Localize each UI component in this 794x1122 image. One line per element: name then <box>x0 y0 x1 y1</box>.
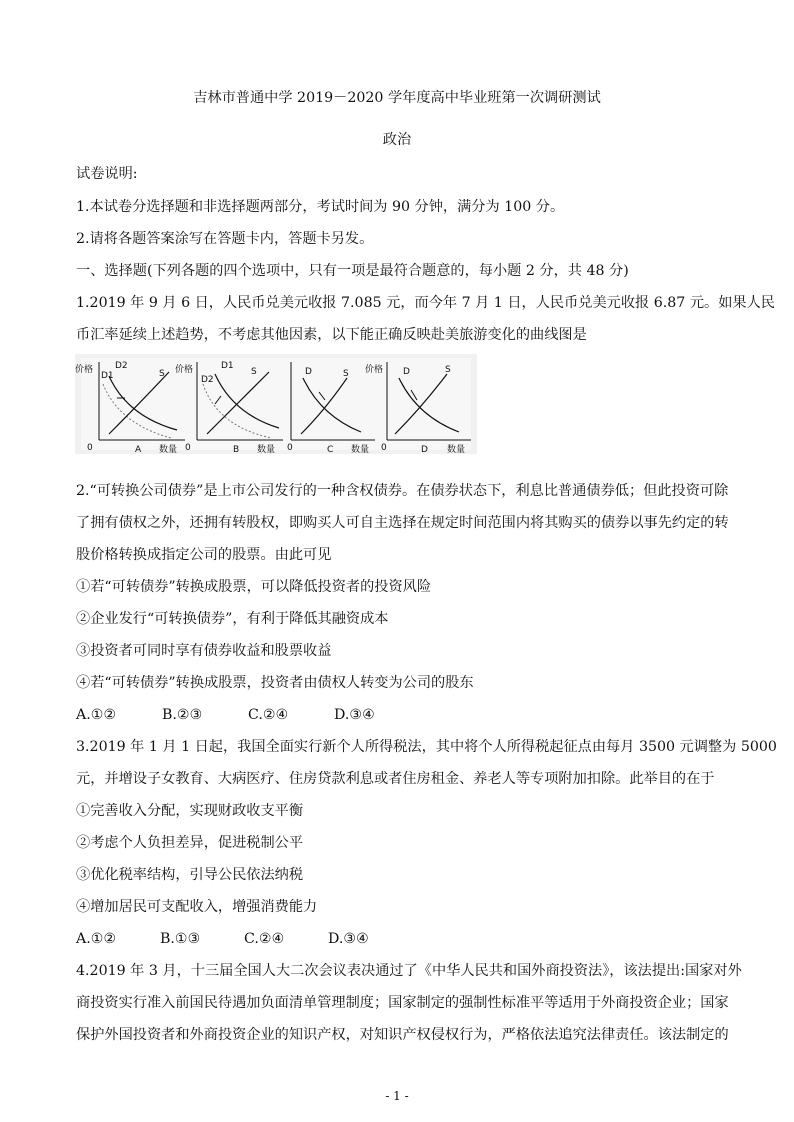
x-axis-label: 数量 <box>159 445 178 454</box>
question-3-statement: ②考虑个人负担差异，促进税制公平 <box>76 835 304 851</box>
curve-label: D2 <box>115 361 128 371</box>
curve-label: D1 <box>101 371 114 381</box>
question-2-options <box>76 705 375 725</box>
question-1-text: 1.2019 年 9 月 6 日，人民币兑美元收报 7.085 元，而今年 7 月 1 日，人民币兑美元收报 6.87 元。如果人民 <box>76 295 775 311</box>
question-2-text: 了拥有债权之外，还拥有转股权，即购买人可自主选择在规定时间范围内将其购买的债券以事先约定的转 <box>76 515 729 531</box>
question-2-text: 2.“可转换公司债券”是上市公司发行的一种含权债券。在债券状态下，利息比普通债券低；但此投资可除 <box>76 483 729 499</box>
option-d[interactable]: D.③④ <box>334 707 375 723</box>
panel-letter: B <box>233 445 240 454</box>
option-c[interactable]: C.②④ <box>248 707 289 723</box>
x-axis-label: 数量 <box>257 445 276 454</box>
panel-letter: D <box>421 445 428 454</box>
curve-label: S <box>159 369 165 379</box>
origin-label: 0 <box>381 443 387 453</box>
curve-label: S <box>445 365 451 375</box>
subject-title: 政治 <box>382 132 412 148</box>
curve-label: S <box>343 369 349 379</box>
question-4-text: 商投资实行准入前国民待遇加负面清单管理制度；国家制定的强制性标准平等适用于外商投资企业；国家 <box>76 995 729 1011</box>
exam-title: 吉林市普通中学 2019－2020 学年度高中毕业班第一次调研测试 <box>193 90 601 106</box>
option-d[interactable]: D.③④ <box>328 931 369 947</box>
question-2-statement: ①若“可转债券”转换成股票，可以降低投资者的投资风险 <box>76 579 432 595</box>
question-2-statement: ②企业发行“可转换债券”，有利于降低其融资成本 <box>76 611 389 627</box>
option-b[interactable]: B.②③ <box>162 707 203 723</box>
y-axis-label: 价格 <box>365 365 384 375</box>
curve-label: D2 <box>201 375 214 385</box>
option-c[interactable]: C.②④ <box>244 931 285 947</box>
curve-label: D1 <box>221 361 234 371</box>
curve-label: S <box>251 367 257 377</box>
option-b[interactable]: B.①③ <box>160 931 201 947</box>
option-a[interactable]: A.①② <box>76 931 117 947</box>
supply-demand-svg <box>75 354 477 454</box>
x-axis-label: 数量 <box>447 445 466 454</box>
question-4-text: 4.2019 年 3 月，十三届全国人大二次会议表决通过了《中华人民共和国外商投资法》，该法提出:国家对外 <box>76 963 742 979</box>
question-3-text: 元，并增设子女教育、大病医疗、住房贷款利息或者住房租金、养老人等专项附加扣除。此举目的在于 <box>76 771 715 787</box>
y-axis-label: 价格 <box>175 365 194 375</box>
question-2-statement: ④若“可转债券”转换成股票，投资者由债权人转变为公司的股东 <box>76 675 474 691</box>
section-heading: 一、选择题(下列各题的四个选项中，只有一项是最符合题意的，每小题 2 分，共 48 分) <box>76 263 629 279</box>
instruction-item: 1.本试卷分选择题和非选择题两部分，考试时间为 90 分钟，满分为 100 分。 <box>76 199 565 215</box>
question-3-text: 3.2019 年 1 月 1 日起，我国全面实行新个人所得税法，其中将个人所得税起征点由每月 3500 元调整为 5000 <box>76 739 777 755</box>
question-1-text: 币汇率延续上述趋势，不考虑其他因素，以下能正确反映赴美旅游变化的曲线图是 <box>76 327 587 343</box>
question-3-options <box>76 929 369 949</box>
curve-label: D <box>305 367 312 377</box>
panel-letter: C <box>327 445 334 454</box>
question-3-statement: ④增加居民可支配收入，增强消费能力 <box>76 899 318 915</box>
question-3-statement: ①完善收入分配，实现财政收支平衡 <box>76 803 304 819</box>
question-2-statement: ③投资者可同时享有债券收益和股票收益 <box>76 643 332 659</box>
instructions-heading: 试卷说明: <box>76 166 138 182</box>
origin-label: 0 <box>87 443 93 453</box>
instruction-item: 2.请将各题答案涂写在答题卡内，答题卡另发。 <box>76 231 374 247</box>
figure-inner-background <box>81 358 471 450</box>
question-4-text: 保护外国投资者和外商投资企业的知识产权，对知识产权侵权行为，严格依法追究法律责任。该法制定的 <box>76 1027 729 1043</box>
option-a[interactable]: A.①② <box>76 707 117 723</box>
question-2-text: 股价格转换成指定公司的股票。由此可见 <box>76 547 332 563</box>
curve-label: D <box>403 367 410 377</box>
x-axis-label: 数量 <box>351 445 370 454</box>
origin-label: 0 <box>185 443 191 453</box>
y-axis-label: 价格 <box>75 365 94 375</box>
supply-demand-figure <box>75 354 477 454</box>
page-number: - 1 - <box>385 1089 409 1103</box>
panel-letter: A <box>135 445 142 454</box>
origin-label: 0 <box>287 443 293 453</box>
question-3-statement: ③优化税率结构，引导公民依法纳税 <box>76 867 304 883</box>
